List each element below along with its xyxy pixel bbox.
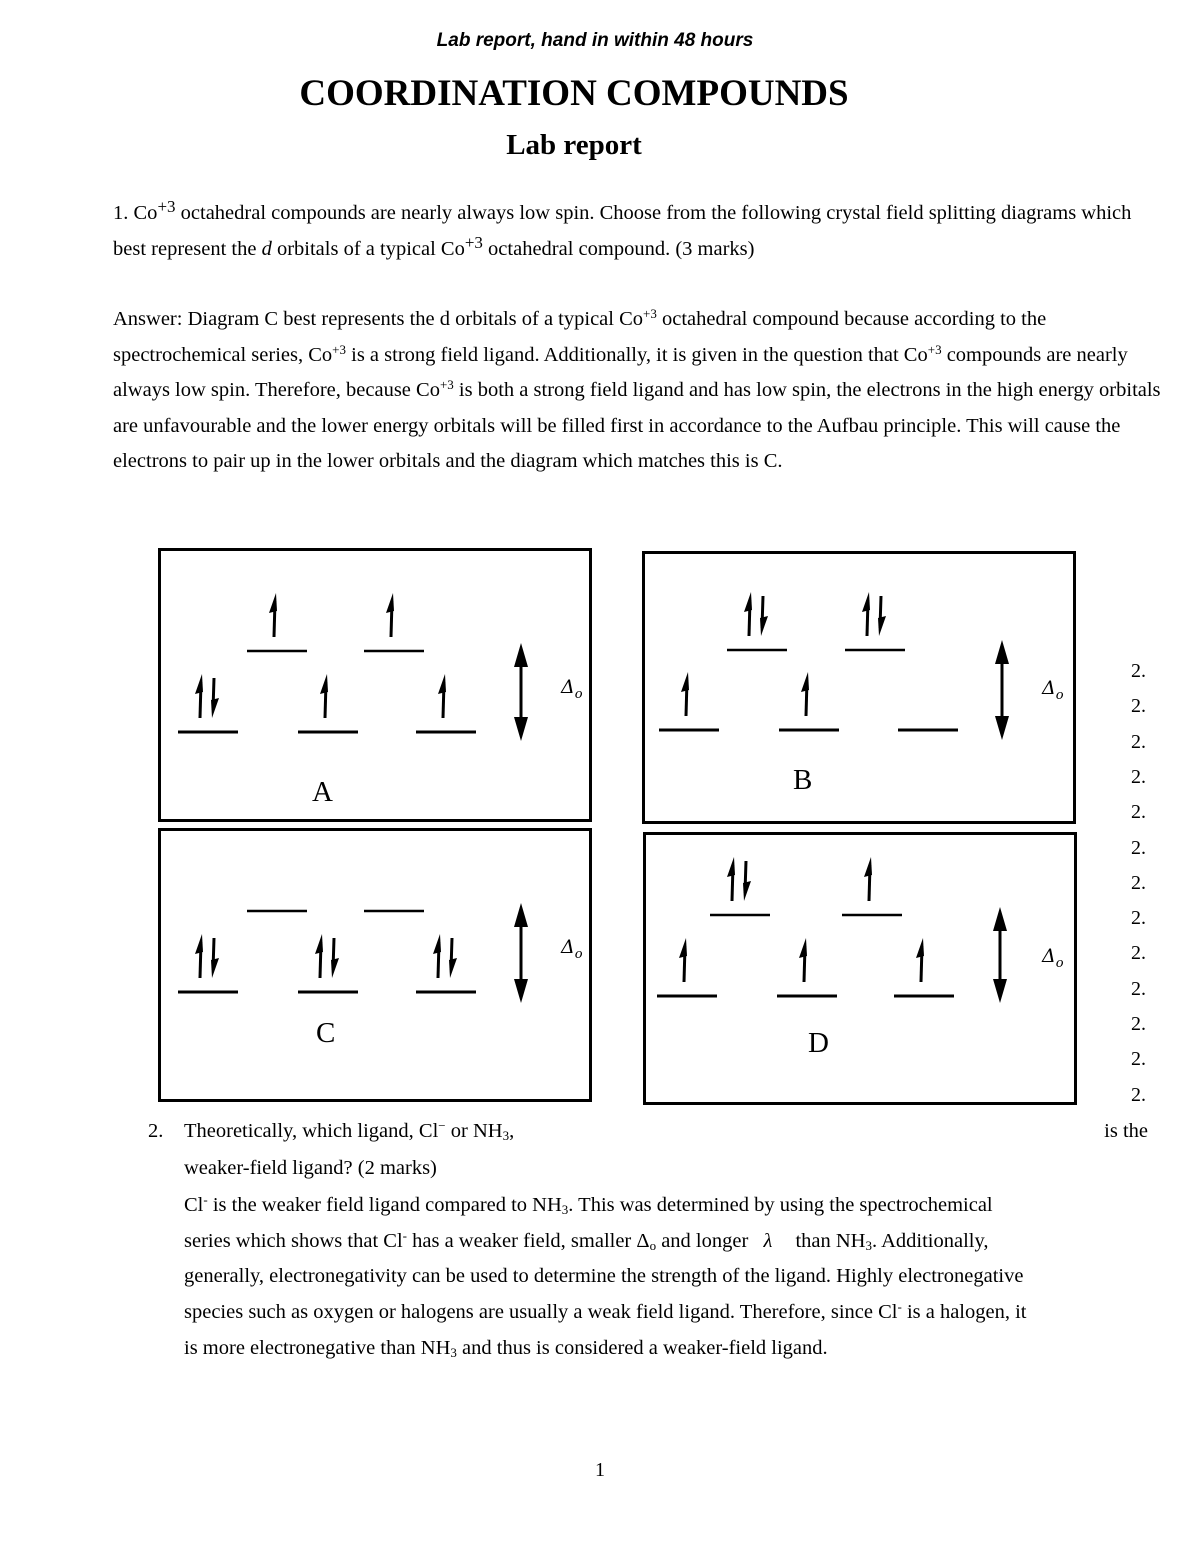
side-number: 2. [1131, 907, 1146, 930]
spin-up-arrowhead [269, 593, 277, 613]
diagram-d [643, 832, 1077, 1105]
spin-up-arrowhead [195, 934, 203, 954]
q1-text: octahedral compounds are nearly always low spin. Choose from the following crystal field splitting diagrams which best represent the [113, 202, 1132, 260]
answer-2-line-2: series which shows that Cl- has a weaker field, smaller $\Delta_o$ and longer λ than $NH_3$. Additionally, [184, 1228, 989, 1253]
spin-down-arrowhead [743, 881, 751, 901]
spin-up-arrowhead [862, 592, 870, 612]
side-number: 2. [1131, 871, 1146, 894]
side-number: 2. [1131, 1013, 1146, 1035]
answer-1 [113, 302, 1163, 480]
spin-down-arrowhead [211, 698, 219, 718]
side-number: 2. [1131, 695, 1146, 718]
header-note: Lab report, hand in within 48 hours [436, 30, 754, 51]
delta-o-label: $\Delta_o$ [1042, 945, 1064, 971]
spin-up-arrowhead [320, 674, 328, 694]
delta-arrow-head-down [514, 979, 528, 1003]
answer-text: octahedral compound because according to the spectrochemical series, Co [113, 308, 1047, 366]
diagram-c-label: C [316, 1017, 336, 1049]
diagram-a-levels [161, 551, 595, 825]
answer-superscript: +3 [643, 306, 657, 321]
diagram-d-levels [646, 835, 1080, 1108]
spin-down-arrowhead [878, 616, 886, 636]
delta-arrow-head-down [514, 717, 528, 741]
side-number: 2. [1131, 836, 1146, 859]
diagram-b-label: B [793, 764, 813, 796]
answer-text: compounds are nearly always low spin. Therefore, because Co [113, 343, 1128, 401]
side-number: 2. [1131, 765, 1146, 788]
side-number: 2. [1131, 730, 1146, 753]
q1-superscript: +3 [157, 197, 176, 216]
answer-text: is both a strong field ligand and has low spin, the electrons in the high energy orbitals are unfavourable and the lower energy orbitals will be filled first in accordance to the Aufbau principle. This will cause the electrons to pair up in the lower orbitals and the diagram which matches this is C. [113, 379, 1161, 472]
page-subtitle: Lab report [506, 129, 642, 161]
q1-superscript: +3 [464, 232, 483, 252]
answer-text: Answer: Diagram C best represents the d orbitals of a typical Co [113, 308, 644, 330]
spin-up-arrowhead [799, 938, 807, 958]
spin-down-arrowhead [211, 958, 219, 978]
side-number: 2. [1131, 1048, 1146, 1071]
spin-up-arrowhead [433, 934, 441, 954]
spin-up-arrowhead [681, 672, 689, 692]
page-title: COORDINATION COMPOUNDS [299, 73, 849, 114]
answer-2-line-5: is more electronegative than $NH_3$ and thus is considered a weaker-field ligand. [184, 1337, 828, 1360]
diagram-c-levels [161, 831, 595, 1105]
q1-d-italic: d [261, 237, 272, 260]
diagram-b [642, 551, 1076, 824]
side-number: 2. [1131, 1083, 1146, 1106]
answer-superscript: +3 [332, 341, 346, 357]
diagram-a-label: A [312, 776, 333, 808]
side-number: 2. [1131, 801, 1146, 824]
spin-down-arrowhead [449, 958, 457, 978]
page-number: 1 [595, 1459, 605, 1481]
answer-2-line-3: generally, electronegativity can be used to determine the strength of the ligand. Highly electronegative [184, 1265, 1024, 1287]
diagram-b-levels [645, 554, 1079, 827]
answer-superscript: +3 [927, 341, 942, 357]
q1-text: 1. Co [113, 202, 158, 224]
spin-up-arrowhead [916, 938, 924, 958]
diagram-a [158, 548, 592, 822]
delta-arrow-head-down [993, 979, 1007, 1003]
delta-arrow-head-up [995, 640, 1009, 664]
q1-text: orbitals of a typical Co [271, 237, 465, 260]
q2-number: 2. [148, 1120, 164, 1142]
spin-up-arrowhead [801, 672, 809, 692]
answer-2-line-1: Cl- is the weaker field ligand compared to $NH_3$. This was determined by using the spectrochemical [184, 1192, 993, 1217]
q2-is-the: is the [1104, 1120, 1148, 1142]
spin-up-arrowhead [386, 593, 394, 613]
question-1 [113, 196, 1163, 267]
spin-up-arrowhead [195, 674, 203, 694]
side-number: 2. [1131, 660, 1146, 682]
delta-o-label: $\Delta_o$ [561, 676, 583, 702]
delta-o-label: $\Delta_o$ [1042, 677, 1064, 703]
spin-up-arrowhead [727, 857, 735, 877]
spin-up-arrowhead [744, 592, 752, 612]
q1-text: octahedral compound. (3 marks) [482, 237, 755, 260]
answer-superscript: +3 [439, 377, 454, 392]
answer-text: is a strong field ligand. Additionally, it is given in the question that Co [346, 343, 928, 366]
side-number: 2. [1131, 977, 1146, 1000]
diagram-d-label: D [808, 1027, 829, 1059]
spin-up-arrowhead [864, 857, 872, 877]
diagram-c [158, 828, 592, 1102]
spin-up-arrowhead [315, 934, 323, 954]
delta-arrow-head-up [514, 643, 528, 667]
q2-line-1: Theoretically, which ligand, Cl− or $NH_3$, [184, 1118, 515, 1143]
answer-2-line-4: species such as oxygen or halogens are usually a weak field ligand. Therefore, since Cl- is a halogen, it [184, 1299, 1027, 1323]
spin-down-arrowhead [331, 958, 339, 978]
spin-up-arrowhead [679, 938, 687, 958]
delta-arrow-head-up [993, 907, 1007, 931]
delta-o-label: $\Delta_o$ [561, 936, 583, 962]
delta-arrow-head-up [514, 903, 528, 927]
lambda-symbol: λ [763, 1230, 773, 1252]
q2-line-2: weaker-field ligand? (2 marks) [184, 1157, 437, 1179]
spin-down-arrowhead [760, 616, 768, 636]
delta-arrow-head-down [995, 716, 1009, 740]
side-number: 2. [1131, 942, 1146, 965]
spin-up-arrowhead [438, 674, 446, 694]
